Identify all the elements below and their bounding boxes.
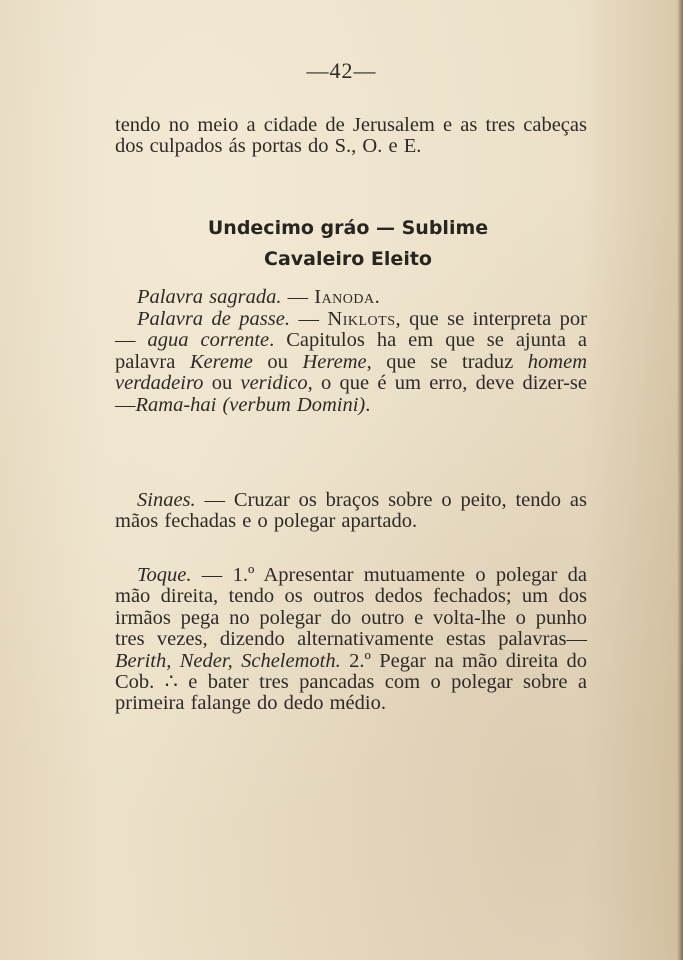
palavra-passe-text-3: ou (252, 350, 303, 373)
palavra-sagrada-paragraph (115, 287, 587, 308)
palavra-sagrada-label: Palavra sagrada. (137, 286, 282, 308)
section-heading (115, 213, 581, 275)
palavra-passe-text-5: ou (203, 372, 241, 395)
palavra-sagrada-dash: — (281, 286, 315, 308)
palavra-sagrada-value: Ianoda (314, 286, 375, 308)
palavra-passe-italic-2: Kereme (189, 350, 253, 373)
palavra-passe-dash: — (290, 308, 328, 330)
toque-text-2: 2.º Pegar na mão direita do Cob. ∴ e bater tres pancadas com o polegar sobre a primeira falange do dedo médio. (115, 649, 588, 715)
toque-text-1: — 1.º Apresentar mutuamente o polegar da mão direita, tendo os outros dedos fechados; um dos irmãos pega no polegar do outro e volta-lhe o punho tres vezes, dizendo alternativamente estas palavras— (115, 564, 587, 651)
toque-paragraph (115, 565, 587, 715)
toque-label: Toque. (137, 564, 192, 586)
palavra-passe-label: Palavra de passe. (137, 308, 290, 330)
palavra-passe-text-6: , o que é um erro, deve dizer-se — (115, 372, 588, 416)
toque-italic-1: Berith, Neder, Schelemoth. (115, 649, 341, 672)
heading-line-2: Cavaleiro Eleito (264, 248, 432, 270)
intro-paragraph: tendo no meio a cidade de Jerusalem e as tres cabeças dos culpados ás portas do S., O. e E. (115, 114, 587, 158)
page-edge-shadow (677, 0, 683, 960)
palavra-passe-paragraph (115, 309, 587, 416)
sinaes-text: — Cruzar os braços sobre o peito, tendo as mãos fechadas e o polegar apartado. (115, 489, 587, 533)
palavra-passe-italic-4: homem verdadeiro (115, 350, 588, 395)
page-number: —42— (306, 58, 377, 83)
palavra-passe-value: Niklots (327, 308, 396, 330)
palavra-sagrada-end: . (374, 286, 380, 308)
heading-line-1: Undecimo gráo — Sublime (207, 217, 489, 239)
palavra-passe-italic-5: veridico (240, 372, 308, 395)
palavra-passe-italic-1: agua corrente (147, 329, 270, 352)
palavra-passe-text-2: . Capitulos ha em que se ajunta a palavra (115, 329, 588, 373)
palavra-passe-text-7: . (365, 393, 371, 416)
palavra-passe-text-4: , que se traduz (366, 350, 528, 373)
sinaes-label: Sinaes. (137, 489, 196, 511)
palavra-passe-italic-6: Rama-hai (verbum Domini) (135, 393, 366, 416)
sinaes-paragraph (115, 490, 587, 533)
palavra-passe-text-1: , que se interpreta por — (115, 308, 587, 352)
palavra-passe-italic-3: Hereme (302, 350, 367, 373)
